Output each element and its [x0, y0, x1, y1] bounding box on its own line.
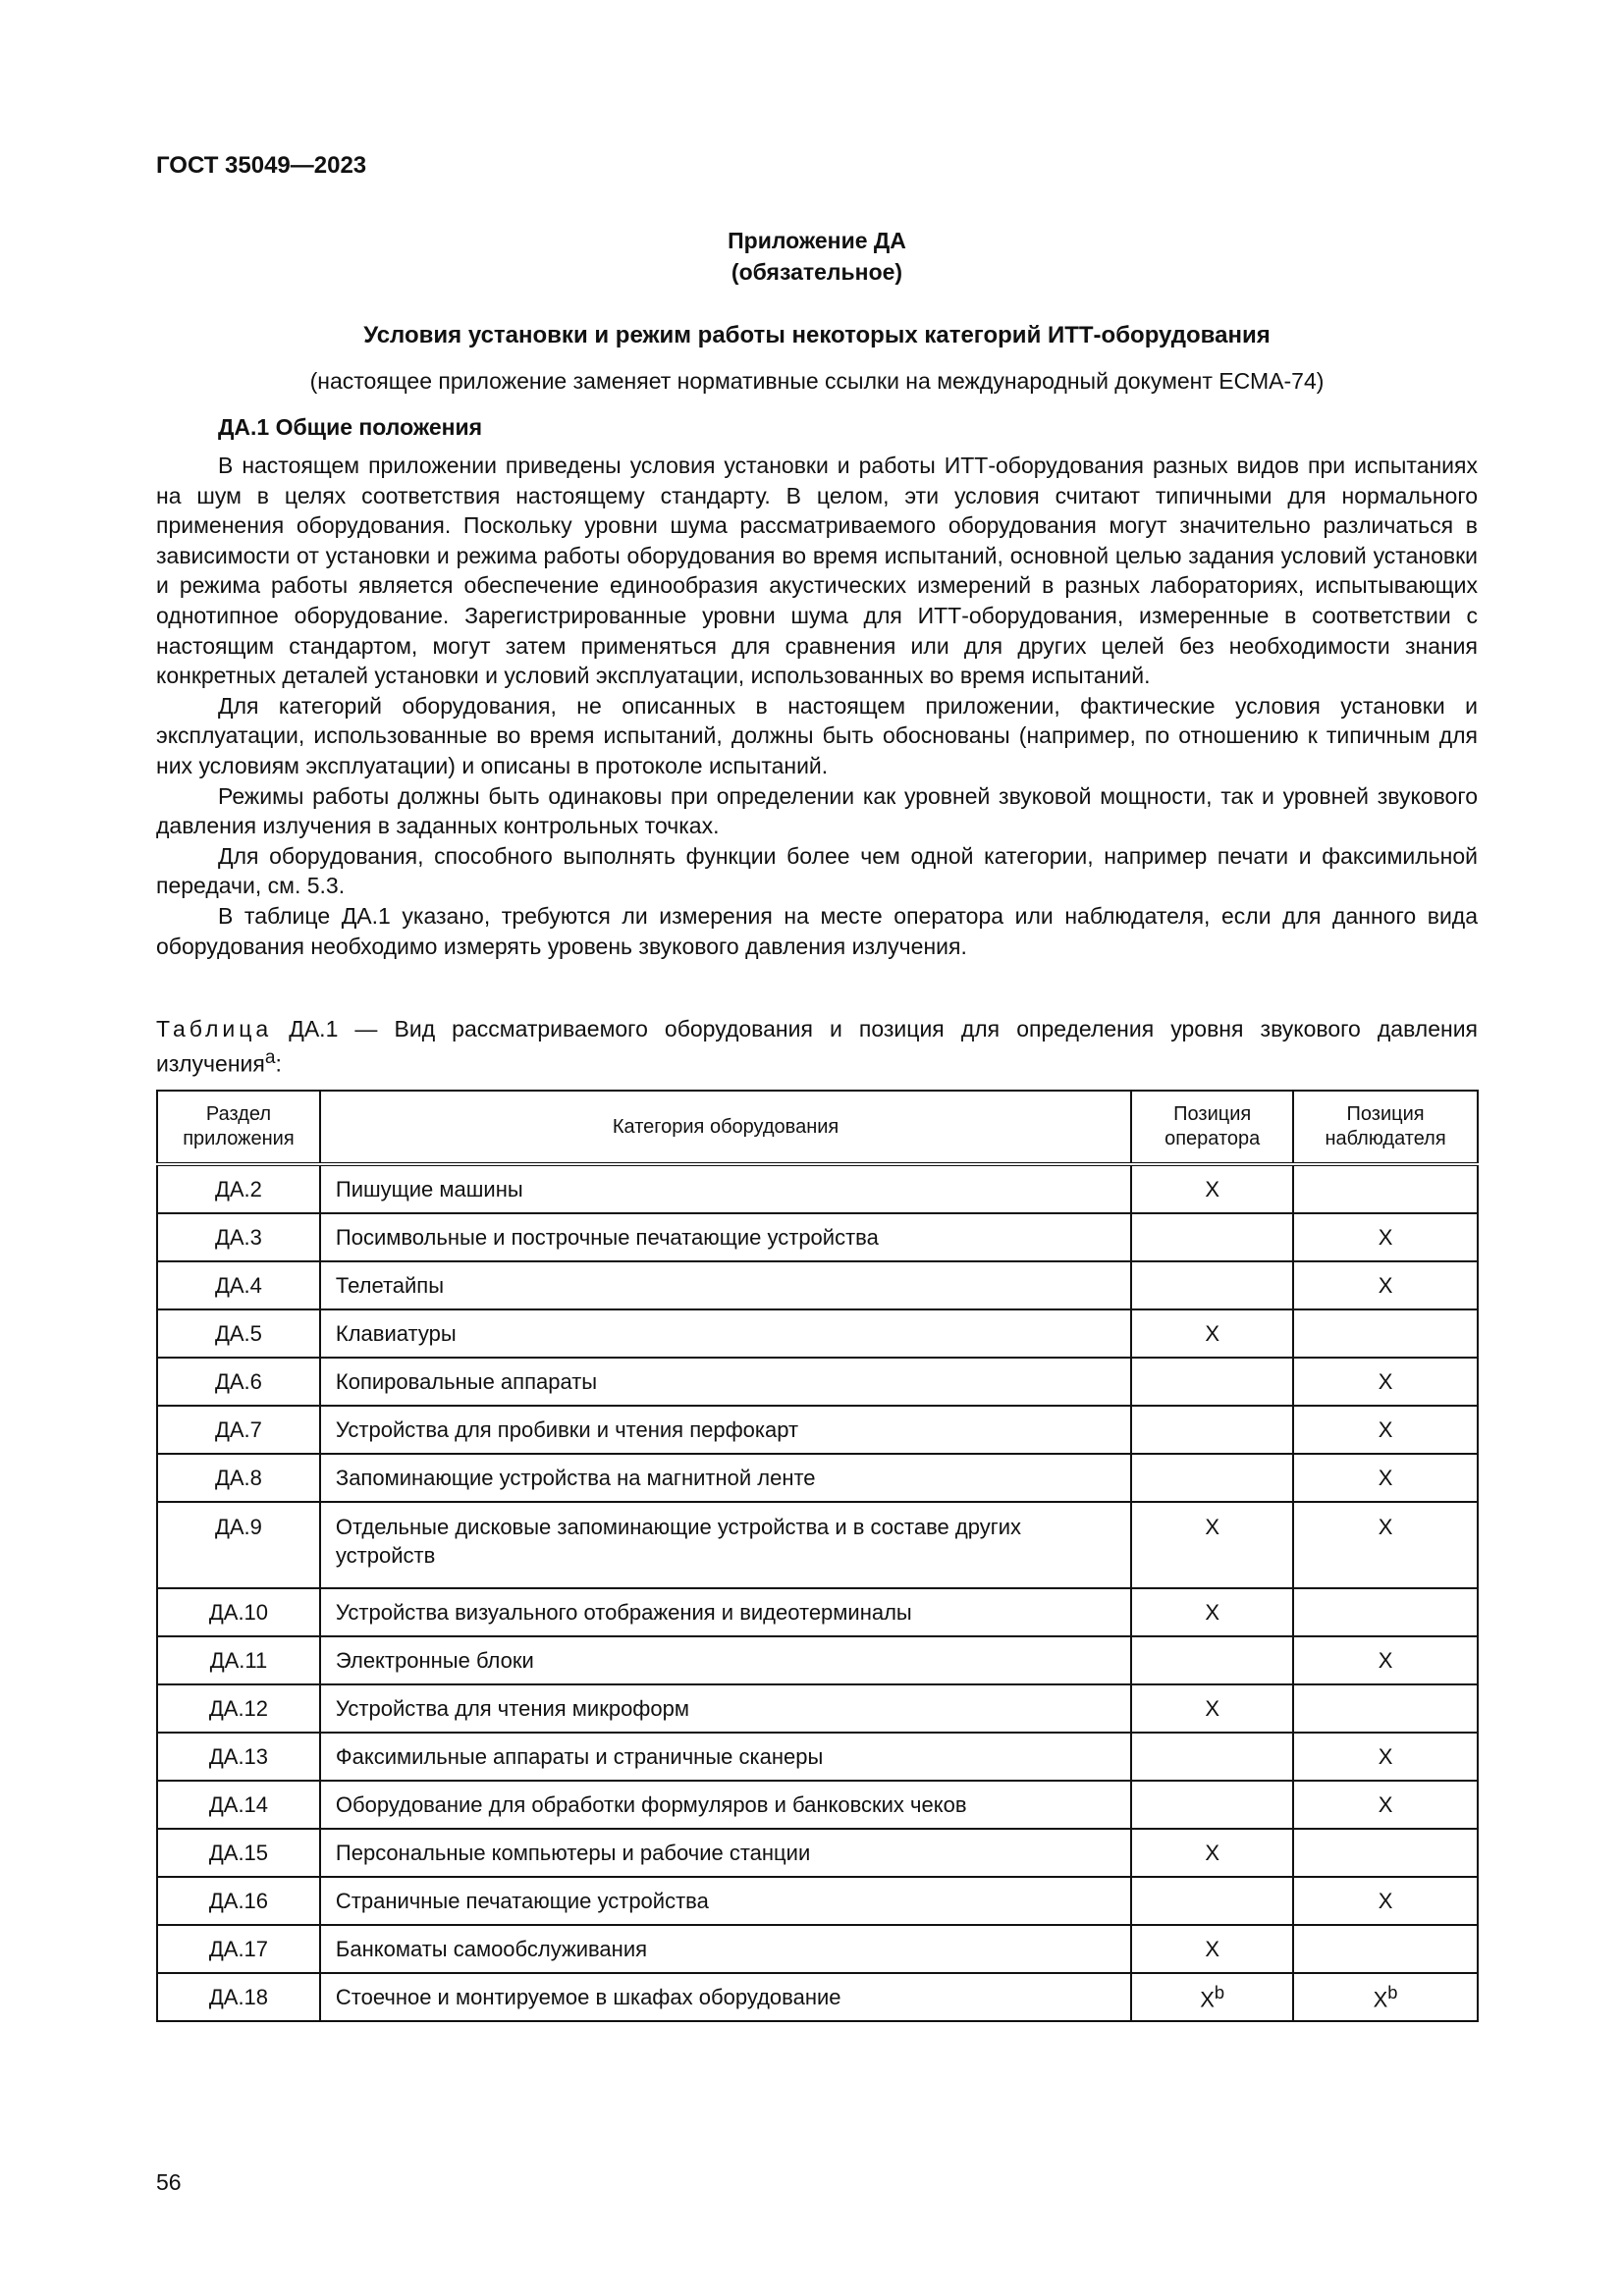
- table-row: [157, 1309, 1478, 1358]
- cell-section: [157, 1733, 320, 1781]
- cell-observer: [1293, 1213, 1478, 1261]
- cell-category: [320, 1877, 1131, 1925]
- cell-operator: [1131, 1636, 1293, 1684]
- cell-observer: [1293, 1502, 1478, 1588]
- cell-observer-text: X: [1378, 1224, 1393, 1250]
- cell-category-text: Запоминающие устройства на магнитной ленте: [335, 1465, 816, 1490]
- cell-operator-text: X: [1205, 1936, 1220, 1961]
- table-row: [157, 1684, 1478, 1733]
- cell-operator-text: X: [1205, 1599, 1220, 1625]
- annex-status: (обязательное): [731, 259, 903, 285]
- cell-operator-text: X: [1205, 1840, 1220, 1865]
- table-row: [157, 1454, 1478, 1502]
- cell-section: [157, 1164, 320, 1213]
- footnote-mark: a: [264, 1047, 276, 1068]
- cell-observer-text: X: [1378, 1647, 1393, 1673]
- cell-category-text: Факсимильные аппараты и страничные сканеры: [335, 1743, 824, 1769]
- table-row: [157, 1261, 1478, 1309]
- table-row: [157, 1781, 1478, 1829]
- cell-category-text: Устройства визуального отображения и видеотерминалы: [335, 1599, 912, 1625]
- cell-category: [320, 1454, 1131, 1502]
- cell-category: [320, 1684, 1131, 1733]
- paragraph: В настоящем приложении приведены условия установки и работы ИТТ-оборудования разных видов при испытаниях на шум в целях соответствия настоящему стандарту. В целом, эти условия считают типичными для нормального применения оборудования. Поскольку уровни шума рассматриваемого оборудования могут значительно различаться в зависимости от установки и режима работы оборудования во время испытаний, основной целью задания условий установки и режима работы является обеспечение единообразия акустических измерений в разных лабораториях, испытывающих однотипное оборудование. Зарегистрированные уровни шума для ИТТ-оборудования, измеренные в соответствии с настоящим стандартом, могут затем применяться для сравнения или для других целей без необходимости знания конкретных деталей установки и условий эксплуатации, использованных во время испытаний.: [156, 453, 1478, 689]
- cell-category-text: Стоечное и монтируемое в шкафах оборудование: [335, 1984, 841, 2009]
- table-row: [157, 1406, 1478, 1454]
- cell-section: [157, 1454, 320, 1502]
- table-header-row: [157, 1091, 1478, 1164]
- cell-observer: [1293, 1781, 1478, 1829]
- cell-section-text: ДА.4: [214, 1272, 262, 1298]
- cell-section: [157, 1636, 320, 1684]
- cell-category: [320, 1636, 1131, 1684]
- cell-observer-text: X: [1378, 1465, 1393, 1490]
- cell-operator: [1131, 1877, 1293, 1925]
- cell-observer-text: X: [1378, 1416, 1393, 1442]
- cell-category: [320, 1973, 1131, 2021]
- table-row: [157, 1829, 1478, 1877]
- cell-observer: [1293, 1636, 1478, 1684]
- cell-operator-text: X: [1205, 1176, 1220, 1201]
- table-row: [157, 1877, 1478, 1925]
- cell-category: [320, 1829, 1131, 1877]
- cell-observer: [1293, 1309, 1478, 1358]
- body-text: [156, 451, 1478, 961]
- cell-section-text: ДА.15: [208, 1840, 269, 1865]
- cell-observer-text: X: [1378, 1515, 1393, 1539]
- cell-category-text: Пишущие машины: [335, 1176, 523, 1201]
- table-row: [157, 1973, 1478, 2021]
- cell-category-text: Устройства для чтения микроформ: [335, 1695, 690, 1721]
- cell-section-text: ДА.8: [214, 1465, 262, 1490]
- paragraph: В таблице ДА.1 указано, требуются ли измерения на месте оператора или наблюдателя, если для данного вида оборудования необходимо измерять уровень звукового давления излучения.: [156, 902, 1478, 959]
- table-row: [157, 1588, 1478, 1636]
- cell-category-text: Телетайпы: [335, 1272, 445, 1298]
- cell-section: [157, 1588, 320, 1636]
- cell-operator: [1131, 1588, 1293, 1636]
- cell-category: [320, 1358, 1131, 1406]
- cell-category-text: Отдельные дисковые запоминающие устройства и в составе других устройств: [335, 1515, 1022, 1568]
- cell-operator: [1131, 1733, 1293, 1781]
- cell-category-text: Электронные блоки: [335, 1647, 534, 1673]
- table-row: [157, 1502, 1478, 1588]
- cell-category: [320, 1588, 1131, 1636]
- equipment-table: [156, 1090, 1479, 2022]
- cell-category-text: Посимвольные и построчные печатающие устройства: [335, 1224, 879, 1250]
- cell-operator-text: X: [1205, 1695, 1220, 1721]
- cell-section: [157, 1309, 320, 1358]
- annex-note: (настоящее приложение заменяет нормативные ссылки на международный документ ЕСМА-74): [309, 368, 1325, 394]
- cell-section-text: ДА.10: [208, 1599, 269, 1625]
- cell-section: [157, 1877, 320, 1925]
- cell-category: [320, 1925, 1131, 1973]
- cell-section: [157, 1261, 320, 1309]
- cell-operator: [1131, 1829, 1293, 1877]
- cell-section: [157, 1829, 320, 1877]
- cell-section-text: ДА.7: [214, 1416, 262, 1442]
- cell-section-text: ДА.3: [214, 1224, 262, 1250]
- cell-section: [157, 1406, 320, 1454]
- cell-operator: [1131, 1925, 1293, 1973]
- cell-category: [320, 1309, 1131, 1358]
- caption-end: :: [275, 1050, 282, 1077]
- cell-section: [157, 1213, 320, 1261]
- cell-observer-text: X: [1378, 1272, 1393, 1298]
- cell-category: [320, 1406, 1131, 1454]
- table-row: [157, 1358, 1478, 1406]
- cell-observer-text: X: [1378, 1743, 1393, 1769]
- cell-category: [320, 1502, 1131, 1588]
- cell-section-text: ДА.6: [214, 1368, 262, 1394]
- cell-observer: [1293, 1925, 1478, 1973]
- paragraph: Для оборудования, способного выполнять функции более чем одной категории, например печати и факсимильной передачи, см. 5.3.: [156, 842, 1478, 899]
- cell-operator-text: X: [1200, 1987, 1215, 2012]
- table-row: [157, 1733, 1478, 1781]
- cell-section: [157, 1358, 320, 1406]
- cell-observer: [1293, 1358, 1478, 1406]
- cell-observer: [1293, 1973, 1478, 2021]
- cell-operator: [1131, 1213, 1293, 1261]
- cell-operator: [1131, 1261, 1293, 1309]
- paragraph: Для категорий оборудования, не описанных в настоящем приложении, фактические условия установки и эксплуатации, использованные во время испытаний, должны быть обоснованы (например, по отношению к типичным для них условиям эксплуатации) и описаны в протоколе испытаний.: [156, 692, 1478, 778]
- cell-observer: [1293, 1454, 1478, 1502]
- cell-observer: [1293, 1406, 1478, 1454]
- footnote-mark: b: [1387, 1981, 1398, 2002]
- cell-section-text: ДА.18: [208, 1984, 269, 2009]
- cell-category-text: Копировальные аппараты: [335, 1368, 598, 1394]
- cell-section: [157, 1925, 320, 1973]
- table-row: [157, 1164, 1478, 1213]
- cell-section: [157, 1781, 320, 1829]
- cell-observer: [1293, 1164, 1478, 1213]
- table-caption-text: ДА.1 — Вид рассматриваемого оборудования и позиция для определения уровня звукового давления излучения: [156, 1016, 1479, 1077]
- cell-operator: [1131, 1684, 1293, 1733]
- table-row: [157, 1213, 1478, 1261]
- cell-observer: [1293, 1684, 1478, 1733]
- cell-operator: [1131, 1973, 1293, 2021]
- column-header-category: Категория оборудования: [320, 1091, 1131, 1164]
- cell-operator-text: X: [1205, 1515, 1220, 1539]
- cell-observer: [1293, 1829, 1478, 1877]
- cell-section-text: ДА.16: [208, 1888, 269, 1913]
- page-number: 56: [156, 2169, 182, 2195]
- cell-observer: [1293, 1261, 1478, 1309]
- cell-operator: [1131, 1502, 1293, 1588]
- cell-section-text: ДА.11: [209, 1647, 268, 1673]
- section-heading: ДА.1 Общие положения: [218, 414, 483, 440]
- column-header-section: Раздел приложения: [157, 1091, 320, 1164]
- cell-category: [320, 1261, 1131, 1309]
- cell-observer: [1293, 1588, 1478, 1636]
- cell-observer-text: X: [1378, 1368, 1393, 1394]
- column-header-operator: Позиция оператора: [1131, 1091, 1293, 1164]
- cell-section-text: ДА.9: [214, 1515, 262, 1539]
- document-code: ГОСТ 35049—2023: [156, 152, 367, 179]
- cell-operator: [1131, 1358, 1293, 1406]
- cell-category-text: Банкоматы самообслуживания: [335, 1936, 648, 1961]
- table-caption-label: Таблица: [156, 1016, 273, 1041]
- cell-section-text: ДА.5: [214, 1320, 262, 1346]
- column-header-observer: Позиция наблюдателя: [1293, 1091, 1478, 1164]
- cell-category-text: Персональные компьютеры и рабочие станции: [335, 1840, 811, 1865]
- cell-category: [320, 1213, 1131, 1261]
- cell-operator: [1131, 1406, 1293, 1454]
- cell-category-text: Страничные печатающие устройства: [335, 1888, 709, 1913]
- annex-heading: Условия установки и режим работы некоторых категорий ИТТ-оборудования: [363, 322, 1271, 348]
- cell-category: [320, 1781, 1131, 1829]
- cell-section-text: ДА.17: [208, 1936, 269, 1961]
- annex-title: Приложение ДА: [728, 228, 906, 253]
- cell-category: [320, 1164, 1131, 1213]
- cell-section: [157, 1502, 320, 1588]
- cell-section-text: ДА.14: [208, 1791, 269, 1817]
- table-row: [157, 1636, 1478, 1684]
- paragraph: Режимы работы должны быть одинаковы при определении как уровней звуковой мощности, так и уровней звукового давления излучения в заданных контрольных точках.: [156, 782, 1478, 839]
- cell-operator: [1131, 1164, 1293, 1213]
- cell-section-text: ДА.13: [208, 1743, 269, 1769]
- cell-category-text: Устройства для пробивки и чтения перфокарт: [335, 1416, 799, 1442]
- cell-section-text: ДА.12: [208, 1695, 269, 1721]
- cell-section: [157, 1684, 320, 1733]
- footnote-mark: b: [1214, 1981, 1225, 2002]
- cell-observer: [1293, 1877, 1478, 1925]
- cell-observer-text: X: [1373, 1987, 1388, 2012]
- cell-category: [320, 1733, 1131, 1781]
- cell-observer-text: X: [1378, 1791, 1393, 1817]
- cell-operator: [1131, 1454, 1293, 1502]
- cell-observer-text: X: [1378, 1888, 1393, 1913]
- table-row: [157, 1925, 1478, 1973]
- cell-category-text: Оборудование для обработки формуляров и банковских чеков: [335, 1791, 967, 1817]
- table-caption: [156, 1014, 1478, 1079]
- cell-category-text: Клавиатуры: [335, 1320, 457, 1346]
- cell-operator: [1131, 1781, 1293, 1829]
- cell-section-text: ДА.2: [214, 1176, 262, 1201]
- cell-section: [157, 1973, 320, 2021]
- cell-operator: [1131, 1309, 1293, 1358]
- cell-observer: [1293, 1733, 1478, 1781]
- cell-operator-text: X: [1205, 1320, 1220, 1346]
